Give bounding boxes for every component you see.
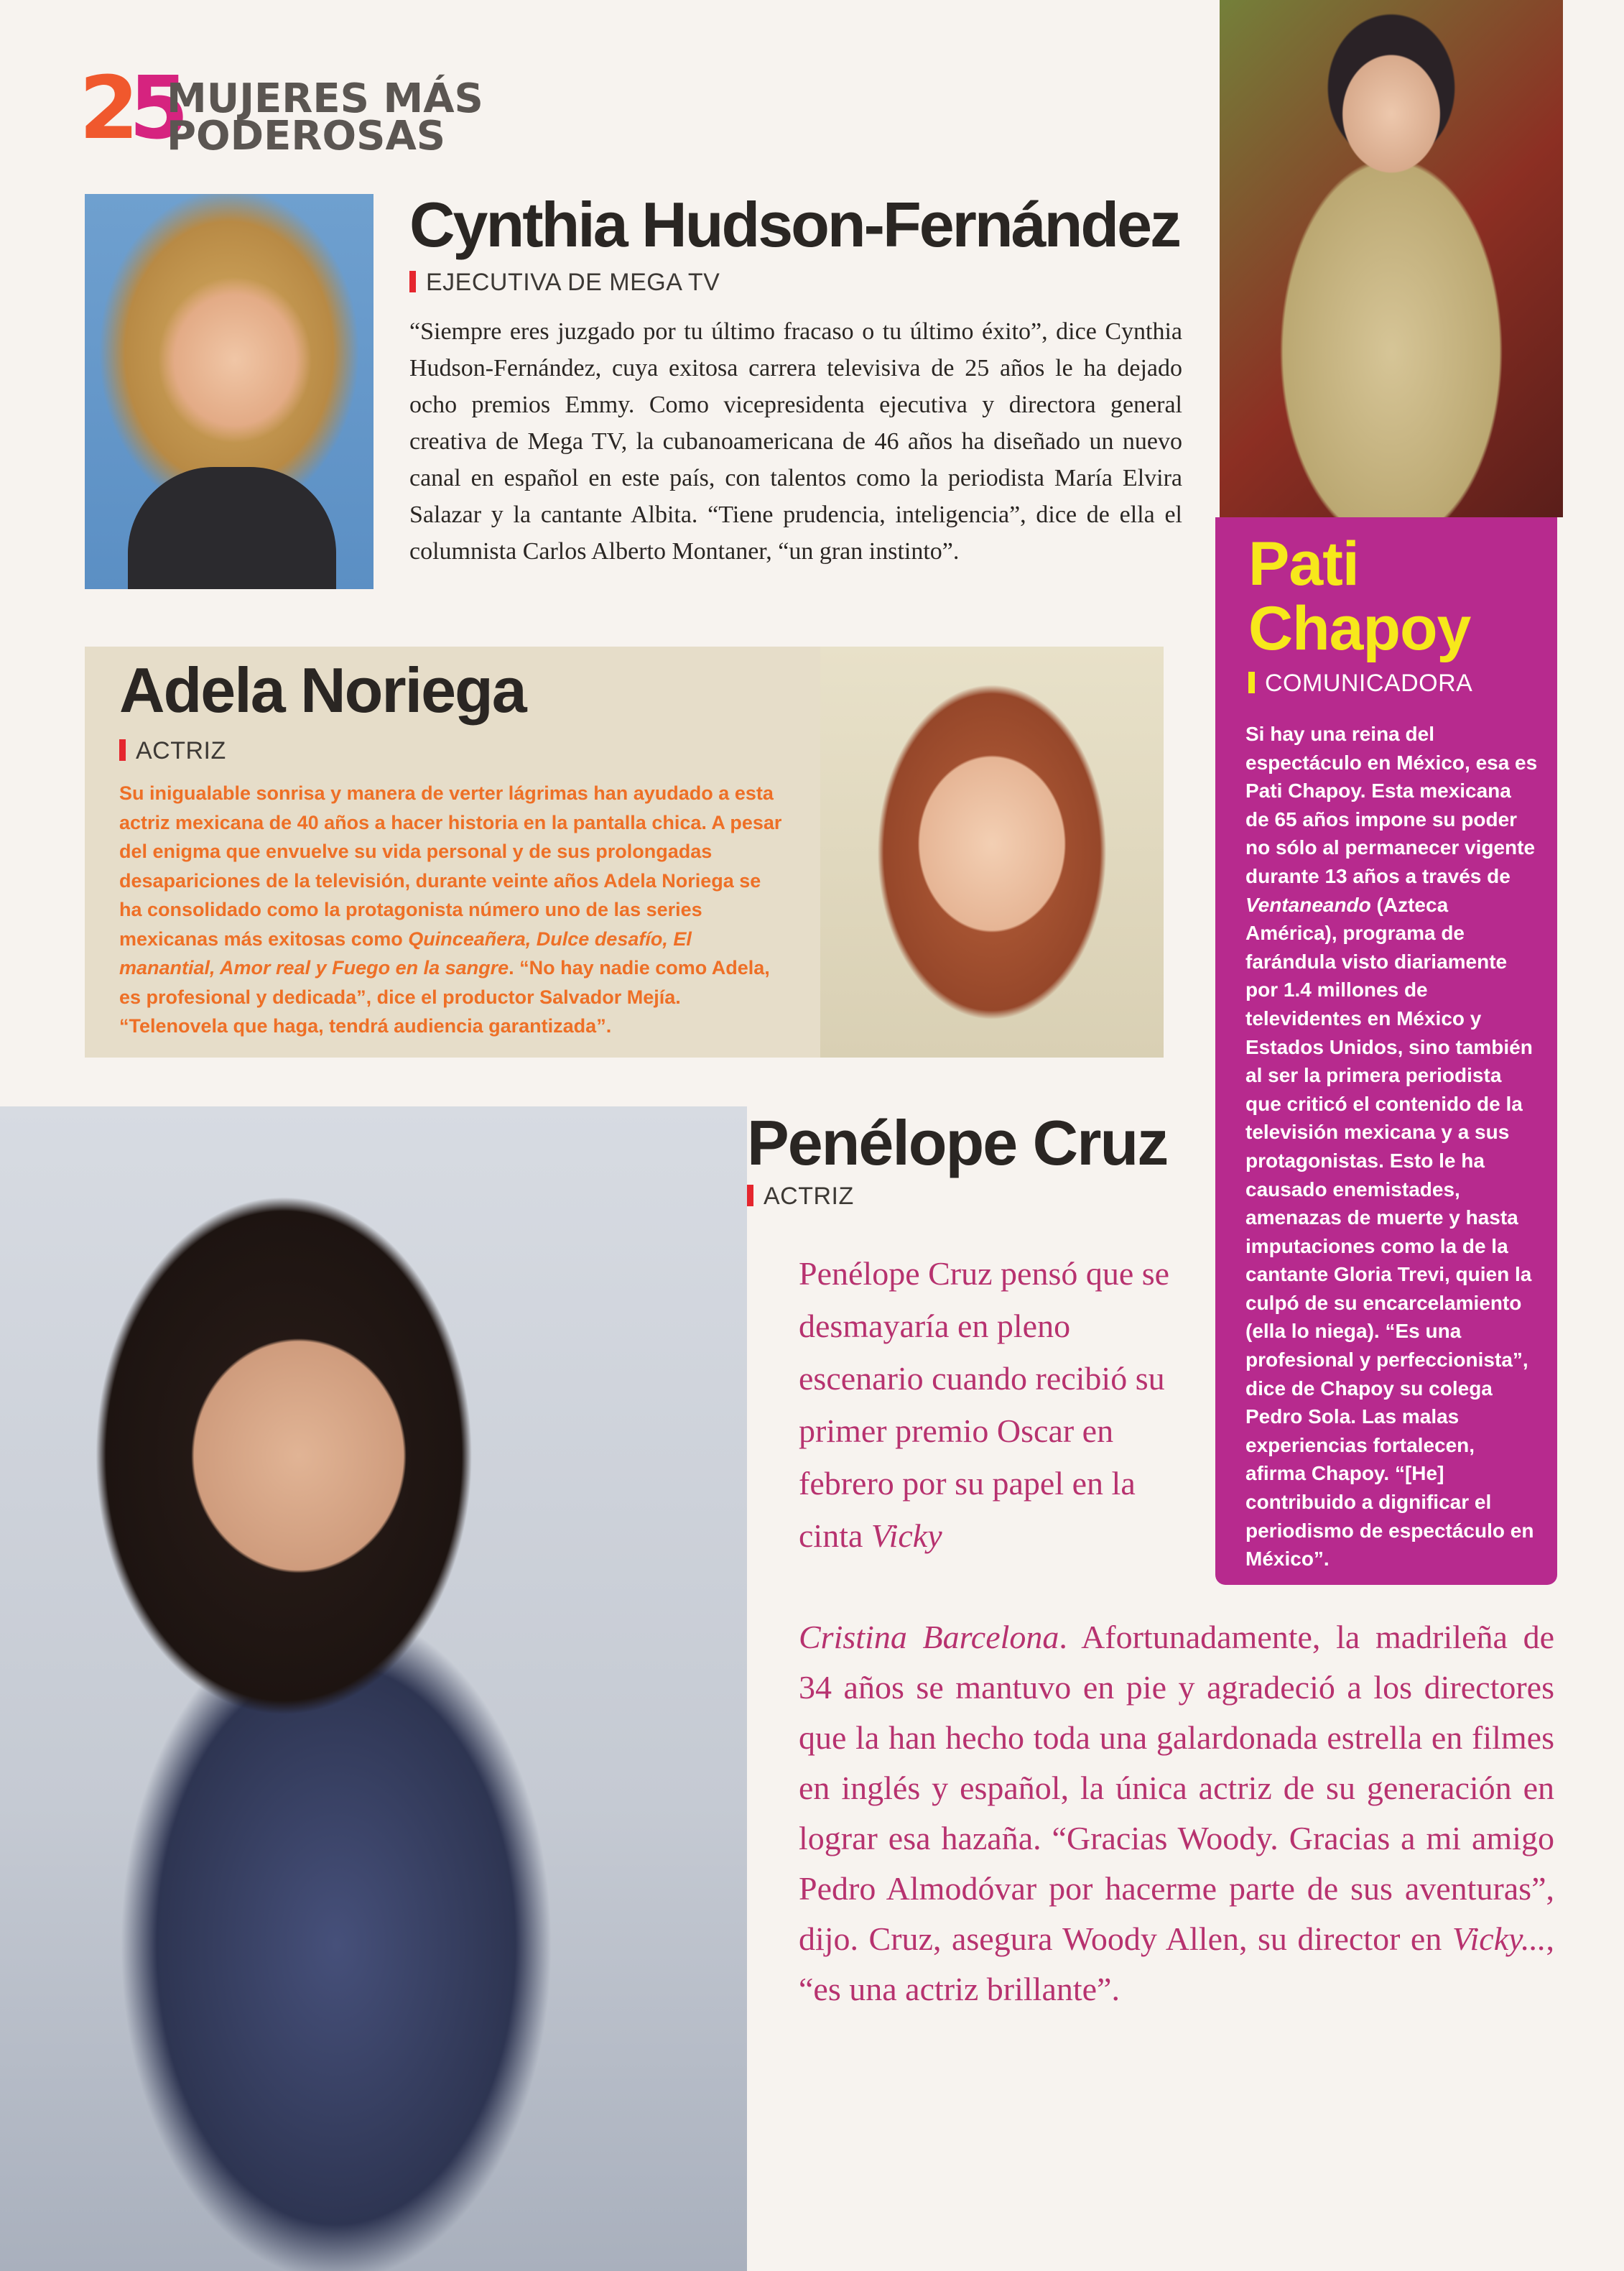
cynthia-hudson-photo xyxy=(85,194,373,589)
section-title-line2: PODEROSAS xyxy=(167,113,446,159)
penelope-role: ACTRIZ xyxy=(747,1183,854,1211)
penelope-body-text-intro: Penélope Cruz pensó que se desmayaría en pleno escenario cuando recibió su primer premio Oscar en febrero por su papel en la cinta Vicky xyxy=(799,1255,1170,1554)
issue-logo-number: 25 xyxy=(79,59,179,159)
section-title xyxy=(167,75,483,159)
adela-role: ACTRIZ xyxy=(119,737,226,765)
cynthia-role: EJECUTIVA DE MEGA TV xyxy=(409,269,720,297)
adela-body-text: Su inigualable sonrisa y manera de verter lágrimas han ayudado a esta actriz mexicana de 40 años a hacer historia en la pantalla chica. A pesar del enigma que envuelve su vida personal y de sus prolongadas desapariciones de la televisión, durante veinte años Adela Noriega se ha consolidado como la protagonista número uno de las series mexicanas más exitosas como Quinceañera, Dulce desafío, El manantial, Amor real y Fuego en la sangre. “No hay nadie como Adela, es profesional y dedicada”, dice el productor Salvador Mejía. “Telenovela que haga, tendrá audiencia garantizada”. xyxy=(119,782,782,1037)
penelope-cruz-photo xyxy=(0,1106,747,2271)
adela-name-heading: Adela Noriega xyxy=(119,655,526,726)
penelope-body-text: Cristina Barcelona. Afortunadamente, la madrileña de 34 años se mantuvo en pie y agradeció a los directores que la han hecho toda una galardonada estrella en filmes en inglés y español, la única actriz de su generación en lograr esa hazaña. “Gracias Woody. Gracias a mi amigo Pedro Almodóvar por hacerme parte de sus aventuras”, dijo. Cruz, asegura Woody Allen, su director en Vicky..., “es una actriz brillante”. xyxy=(799,1619,1554,2007)
cynthia-name-heading: Cynthia Hudson-Fernández xyxy=(409,189,1180,260)
pati-role: COMUNICADORA xyxy=(1248,670,1472,698)
section-title-line1: MUJERES MÁS xyxy=(167,75,483,122)
pati-chapoy-photo xyxy=(1220,0,1563,517)
penelope-name-heading: Penélope Cruz xyxy=(747,1107,1168,1178)
pati-body-text: Si hay una reina del espectáculo en México, esa es Pati Chapoy. Esta mexicana de 65 años impone su poder no sólo al permanecer vigente durante 13 años a través de Ventaneando (Azteca América), programa de farándula visto diariamente por 1.4 millones de televidentes en México y Estados Unidos, sino también al ser la primera periodista que criticó el contenido de la televisión mexicana y a sus protagonistas. Esto le ha causado enemistades, amenazas de muerte y hasta imputaciones como la de la cantante Gloria Trevi, quien la culpó de su encarcelamiento (ella lo niega). “Es una profesional y perfeccionista”, dice de Chapoy su colega Pedro Sola. Las malas experiencias fortalecen, afirma Chapoy. “[He] contribuido a dignificar el periodismo de espectáculo en México”. xyxy=(1245,723,1538,1571)
pati-name-heading: Pati Chapoy xyxy=(1248,529,1471,663)
adela-noriega-photo xyxy=(820,647,1164,1058)
cynthia-body-text: “Siempre eres juzgado por tu último fracaso o tu último éxito”, dice Cynthia Hudson-Fernández, cuya exitosa carrera televisiva de 25 años le ha dejado ocho premios Emmy. Como vicepresidenta ejecutiva y directora general creativa de Mega TV, la cubanoamericana de 46 años ha diseñado un nuevo canal en español en este país, con talentos como la periodista María Elvira Salazar y la cantante Albita. “Tiene prudencia, inteligencia”, dice de ella el columnista Carlos Alberto Montaner, “un gran instinto”. xyxy=(409,318,1182,565)
